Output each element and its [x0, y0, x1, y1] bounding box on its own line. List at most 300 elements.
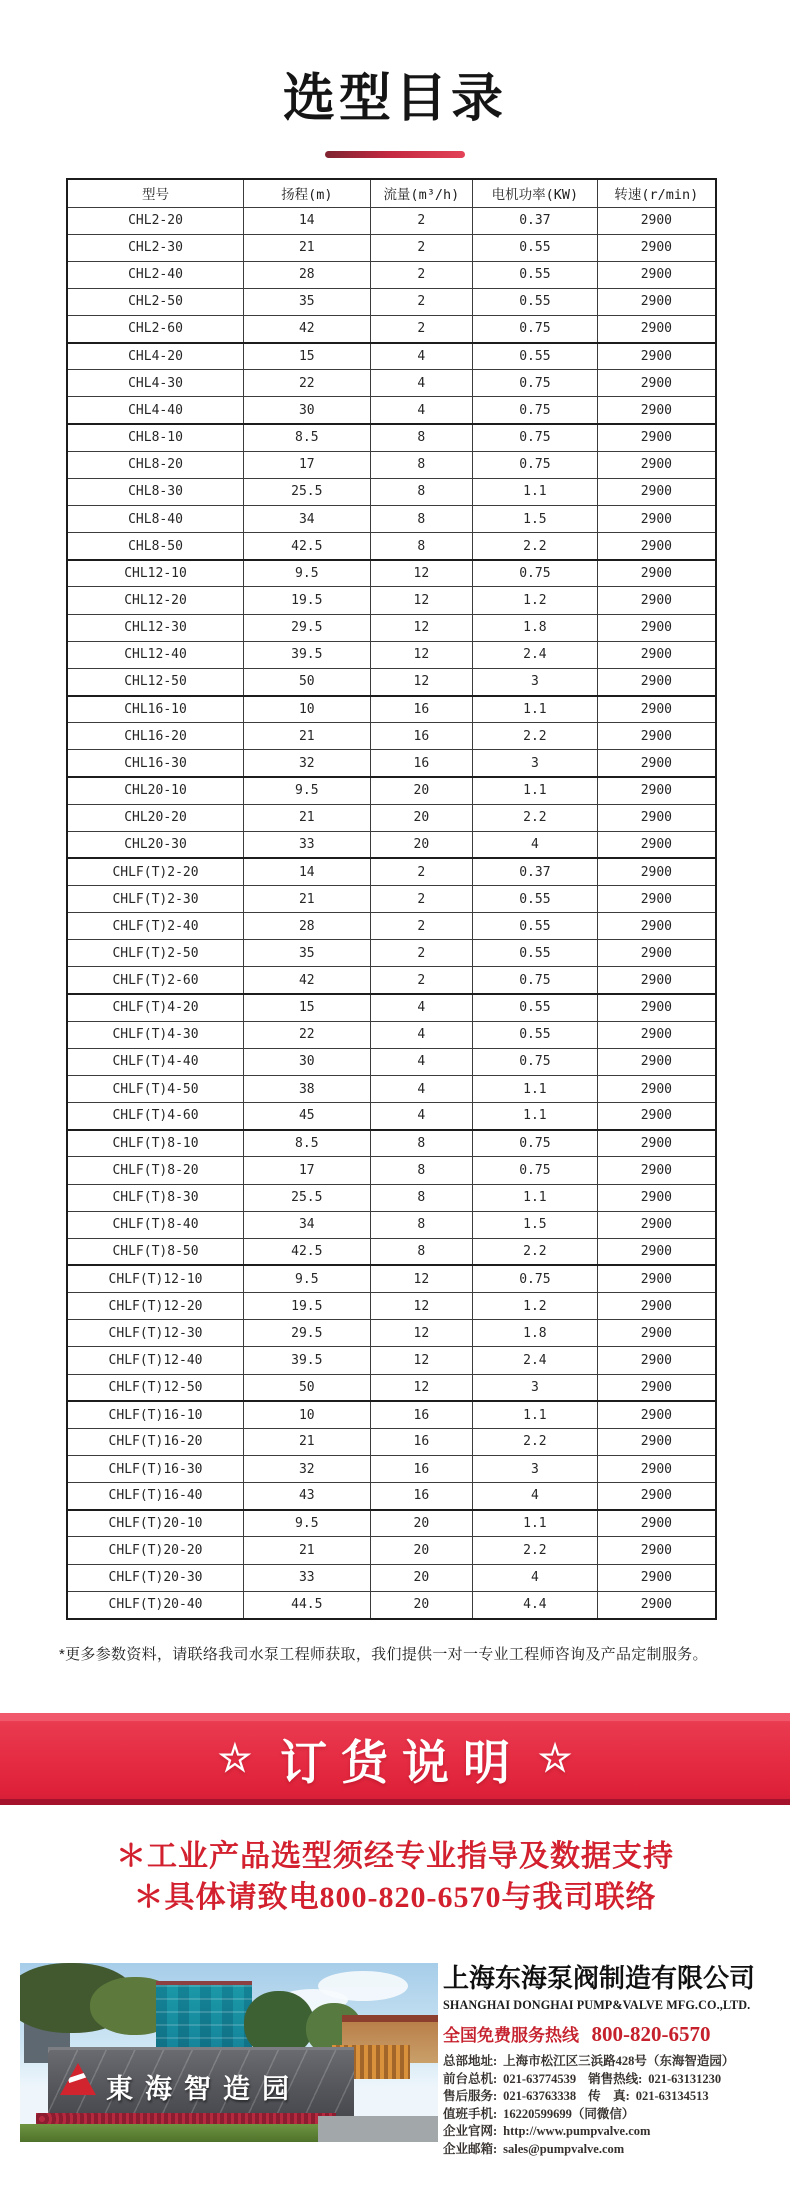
- photo-road: [318, 2116, 438, 2142]
- head-cell: 21: [244, 723, 371, 750]
- speed-cell: 2900: [597, 750, 716, 777]
- power-cell: 0.75: [473, 1048, 598, 1075]
- speed-cell: 2900: [597, 777, 716, 804]
- flow-cell: 4: [370, 1076, 473, 1103]
- speed-cell: 2900: [597, 478, 716, 505]
- power-cell: 0.75: [473, 370, 598, 397]
- model-cell: CHL8-40: [67, 506, 244, 533]
- banner-bottom-lip: [0, 1799, 790, 1805]
- head-cell: 9.5: [244, 1510, 371, 1537]
- table-row: [67, 967, 716, 994]
- speed-cell: 2900: [597, 343, 716, 370]
- power-cell: 1.1: [473, 696, 598, 723]
- order-banner: [0, 1713, 790, 1805]
- table-row: [67, 831, 716, 858]
- table-row: [67, 1374, 716, 1401]
- table-row: [67, 723, 716, 750]
- model-cell: CHLF(T)8-40: [67, 1211, 244, 1238]
- table-row: [67, 1076, 716, 1103]
- model-cell: CHLF(T)20-10: [67, 1510, 244, 1537]
- table-row: [67, 641, 716, 668]
- flow-cell: 12: [370, 668, 473, 695]
- flow-cell: 16: [370, 1455, 473, 1482]
- power-cell: 3: [473, 668, 598, 695]
- power-cell: 0.55: [473, 343, 598, 370]
- head-cell: 45: [244, 1103, 371, 1130]
- company-info-block: [443, 1958, 777, 2159]
- head-cell: 22: [244, 1021, 371, 1048]
- head-cell: 30: [244, 1048, 371, 1075]
- model-cell: CHL8-10: [67, 424, 244, 451]
- flow-cell: 8: [370, 1211, 473, 1238]
- model-cell: CHL12-20: [67, 587, 244, 614]
- model-cell: CHLF(T)2-60: [67, 967, 244, 994]
- table-row: [67, 886, 716, 913]
- info-label: 售后服务:: [443, 2089, 498, 2104]
- speed-cell: 2900: [597, 370, 716, 397]
- spec-table-header-row: [67, 179, 716, 207]
- speed-cell: 2900: [597, 1320, 716, 1347]
- model-cell: CHL8-30: [67, 478, 244, 505]
- model-cell: CHL12-40: [67, 641, 244, 668]
- flow-cell: 12: [370, 641, 473, 668]
- model-cell: CHLF(T)20-20: [67, 1537, 244, 1564]
- head-cell: 14: [244, 207, 371, 234]
- speed-cell: 2900: [597, 1591, 716, 1619]
- head-cell: 21: [244, 804, 371, 831]
- head-cell: 10: [244, 696, 371, 723]
- head-cell: 30: [244, 397, 371, 424]
- table-row: [67, 560, 716, 587]
- model-cell: CHLF(T)16-20: [67, 1428, 244, 1455]
- model-cell: CHLF(T)2-20: [67, 858, 244, 885]
- power-cell: 2.2: [473, 723, 598, 750]
- head-cell: 29.5: [244, 614, 371, 641]
- speed-cell: 2900: [597, 858, 716, 885]
- power-cell: 0.55: [473, 994, 598, 1021]
- flow-cell: 4: [370, 343, 473, 370]
- power-cell: 3: [473, 1374, 598, 1401]
- power-cell: 1.2: [473, 587, 598, 614]
- speed-cell: 2900: [597, 967, 716, 994]
- speed-cell: 2900: [597, 506, 716, 533]
- table-row: [67, 1103, 716, 1130]
- info-value: 16220599699（同微信）: [503, 2106, 635, 2121]
- model-cell: CHLF(T)4-30: [67, 1021, 244, 1048]
- speed-cell: 2900: [597, 1374, 716, 1401]
- speed-cell: 2900: [597, 994, 716, 1021]
- table-row: [67, 858, 716, 885]
- speed-cell: 2900: [597, 234, 716, 261]
- power-cell: 1.5: [473, 1211, 598, 1238]
- head-cell: 43: [244, 1483, 371, 1510]
- power-cell: 4: [473, 831, 598, 858]
- model-cell: CHL2-50: [67, 288, 244, 315]
- power-cell: 1.8: [473, 614, 598, 641]
- header-cell: 电机功率(KW): [473, 179, 598, 207]
- model-cell: CHLF(T)16-30: [67, 1455, 244, 1482]
- page-title: 选型目录: [282, 70, 507, 128]
- star-icon: ☆: [538, 1738, 573, 1780]
- flow-cell: 20: [370, 831, 473, 858]
- power-cell: 0.75: [473, 1265, 598, 1292]
- power-cell: 2.2: [473, 1537, 598, 1564]
- head-cell: 42.5: [244, 1238, 371, 1265]
- speed-cell: 2900: [597, 1293, 716, 1320]
- power-cell: 1.1: [473, 777, 598, 804]
- flow-cell: 2: [370, 316, 473, 343]
- flow-cell: 4: [370, 994, 473, 1021]
- flow-cell: 16: [370, 1428, 473, 1455]
- power-cell: 0.55: [473, 913, 598, 940]
- speed-cell: 2900: [597, 804, 716, 831]
- info-label: 销售热线:: [588, 2071, 643, 2086]
- power-cell: 0.75: [473, 397, 598, 424]
- power-cell: 0.55: [473, 288, 598, 315]
- table-row: [67, 451, 716, 478]
- power-cell: 1.2: [473, 1293, 598, 1320]
- company-info-list: [443, 2053, 777, 2159]
- speed-cell: 2900: [597, 397, 716, 424]
- flow-cell: 20: [370, 1537, 473, 1564]
- head-cell: 28: [244, 913, 371, 940]
- table-row: [67, 261, 716, 288]
- power-cell: 0.75: [473, 1157, 598, 1184]
- head-cell: 33: [244, 1564, 371, 1591]
- head-cell: 21: [244, 1428, 371, 1455]
- table-row: [67, 1157, 716, 1184]
- flow-cell: 2: [370, 261, 473, 288]
- flow-cell: 8: [370, 1238, 473, 1265]
- speed-cell: 2900: [597, 1211, 716, 1238]
- model-cell: CHL20-10: [67, 777, 244, 804]
- table-row: [67, 940, 716, 967]
- table-row: [67, 1130, 716, 1157]
- power-cell: 2.2: [473, 533, 598, 560]
- flow-cell: 2: [370, 858, 473, 885]
- head-cell: 39.5: [244, 1347, 371, 1374]
- speed-cell: 2900: [597, 1510, 716, 1537]
- head-cell: 25.5: [244, 478, 371, 505]
- speed-cell: 2900: [597, 641, 716, 668]
- table-row: [67, 1293, 716, 1320]
- head-cell: 33: [244, 831, 371, 858]
- flow-cell: 4: [370, 397, 473, 424]
- hotline-number: 800-820-6570: [591, 2022, 711, 2046]
- flow-cell: 2: [370, 234, 473, 261]
- head-cell: 19.5: [244, 1293, 371, 1320]
- info-label: 值班手机:: [443, 2106, 498, 2121]
- model-cell: CHLF(T)8-10: [67, 1130, 244, 1157]
- star-icon: ☆: [217, 1738, 252, 1780]
- power-cell: 1.1: [473, 478, 598, 505]
- order-note-line: ＊具体请致电800-820-6570与我司联络: [133, 1881, 657, 1914]
- model-cell: CHL12-50: [67, 668, 244, 695]
- flow-cell: 4: [370, 370, 473, 397]
- power-cell: 0.75: [473, 1130, 598, 1157]
- power-cell: 0.37: [473, 207, 598, 234]
- table-row: [67, 1265, 716, 1292]
- title-underline: [325, 151, 465, 158]
- table-row: [67, 1347, 716, 1374]
- table-row: [67, 533, 716, 560]
- speed-cell: 2900: [597, 940, 716, 967]
- flow-cell: 2: [370, 886, 473, 913]
- model-cell: CHLF(T)12-10: [67, 1265, 244, 1292]
- info-value: 021-63774539: [503, 2071, 577, 2086]
- head-cell: 42.5: [244, 533, 371, 560]
- speed-cell: 2900: [597, 1048, 716, 1075]
- head-cell: 10: [244, 1401, 371, 1428]
- flow-cell: 8: [370, 1184, 473, 1211]
- head-cell: 32: [244, 1455, 371, 1482]
- model-cell: CHLF(T)4-50: [67, 1076, 244, 1103]
- table-row: [67, 316, 716, 343]
- model-cell: CHLF(T)16-10: [67, 1401, 244, 1428]
- head-cell: 8.5: [244, 1130, 371, 1157]
- flow-cell: 8: [370, 478, 473, 505]
- order-note-line: ＊工业产品选型须经专业指导及数据支持: [116, 1840, 674, 1873]
- power-cell: 3: [473, 1455, 598, 1482]
- speed-cell: 2900: [597, 1076, 716, 1103]
- spec-table-body: [67, 207, 716, 1619]
- flow-cell: 8: [370, 424, 473, 451]
- speed-cell: 2900: [597, 1265, 716, 1292]
- head-cell: 50: [244, 1374, 371, 1401]
- flow-cell: 12: [370, 1320, 473, 1347]
- table-row: [67, 288, 716, 315]
- company-info-line: [443, 2141, 777, 2159]
- table-row: [67, 587, 716, 614]
- head-cell: 28: [244, 261, 371, 288]
- model-cell: CHLF(T)12-30: [67, 1320, 244, 1347]
- info-label: 企业邮箱:: [443, 2141, 498, 2156]
- speed-cell: 2900: [597, 424, 716, 451]
- speed-cell: 2900: [597, 1157, 716, 1184]
- info-value: http://www.pumpvalve.com: [503, 2124, 651, 2139]
- speed-cell: 2900: [597, 1021, 716, 1048]
- table-row: [67, 397, 716, 424]
- head-cell: 21: [244, 886, 371, 913]
- power-cell: 0.37: [473, 858, 598, 885]
- model-cell: CHL4-30: [67, 370, 244, 397]
- company-info-line: [443, 2071, 777, 2089]
- speed-cell: 2900: [597, 831, 716, 858]
- head-cell: 44.5: [244, 1591, 371, 1619]
- info-value: sales@pumpvalve.com: [503, 2141, 625, 2156]
- head-cell: 22: [244, 370, 371, 397]
- power-cell: 4: [473, 1483, 598, 1510]
- power-cell: 2.2: [473, 1428, 598, 1455]
- table-row: [67, 1591, 716, 1619]
- table-row: [67, 994, 716, 1021]
- footnote: *更多参数资料，请联络我司水泵工程师获取，我们提供一对一专业工程师咨询及产品定制服务。: [59, 1646, 708, 1663]
- model-cell: CHLF(T)8-50: [67, 1238, 244, 1265]
- model-cell: CHLF(T)20-30: [67, 1564, 244, 1591]
- power-cell: 1.8: [473, 1320, 598, 1347]
- flow-cell: 4: [370, 1048, 473, 1075]
- power-cell: 2.4: [473, 641, 598, 668]
- table-row: [67, 1184, 716, 1211]
- info-label: 企业官网:: [443, 2124, 498, 2139]
- company-info-line: [443, 2088, 777, 2106]
- model-cell: CHLF(T)4-40: [67, 1048, 244, 1075]
- service-hotline: [443, 2021, 777, 2047]
- flow-cell: 20: [370, 804, 473, 831]
- header-cell: 型号: [67, 179, 244, 207]
- model-cell: CHL2-20: [67, 207, 244, 234]
- power-cell: 2.4: [473, 1347, 598, 1374]
- flow-cell: 8: [370, 506, 473, 533]
- speed-cell: 2900: [597, 723, 716, 750]
- power-cell: 0.75: [473, 560, 598, 587]
- speed-cell: 2900: [597, 261, 716, 288]
- table-row: [67, 1021, 716, 1048]
- model-cell: CHLF(T)20-40: [67, 1591, 244, 1619]
- spec-table: [66, 178, 717, 1620]
- head-cell: 15: [244, 994, 371, 1021]
- table-row: [67, 668, 716, 695]
- info-value: 021-63131230: [648, 2071, 722, 2086]
- head-cell: 35: [244, 288, 371, 315]
- table-row: [67, 1564, 716, 1591]
- speed-cell: 2900: [597, 886, 716, 913]
- photo-wall-sign: 東海智造园: [106, 2074, 301, 2104]
- model-cell: CHL20-30: [67, 831, 244, 858]
- speed-cell: 2900: [597, 1537, 716, 1564]
- model-cell: CHLF(T)12-50: [67, 1374, 244, 1401]
- flow-cell: 12: [370, 587, 473, 614]
- flow-cell: 8: [370, 533, 473, 560]
- model-cell: CHL16-10: [67, 696, 244, 723]
- model-cell: CHL8-50: [67, 533, 244, 560]
- table-row: [67, 1455, 716, 1482]
- flow-cell: 16: [370, 750, 473, 777]
- power-cell: 2.2: [473, 1238, 598, 1265]
- model-cell: CHL2-60: [67, 316, 244, 343]
- head-cell: 14: [244, 858, 371, 885]
- flow-cell: 4: [370, 1103, 473, 1130]
- head-cell: 8.5: [244, 424, 371, 451]
- flow-cell: 8: [370, 1157, 473, 1184]
- head-cell: 17: [244, 451, 371, 478]
- company-name-cn: 上海东海泵阀制造有限公司: [443, 1963, 756, 1993]
- model-cell: CHLF(T)2-30: [67, 886, 244, 913]
- table-row: [67, 750, 716, 777]
- speed-cell: 2900: [597, 1238, 716, 1265]
- table-row: [67, 343, 716, 370]
- model-cell: CHLF(T)2-40: [67, 913, 244, 940]
- model-cell: CHL8-20: [67, 451, 244, 478]
- power-cell: 1.1: [473, 1510, 598, 1537]
- info-value: 021-63134513: [635, 2089, 709, 2104]
- head-cell: 25.5: [244, 1184, 371, 1211]
- flow-cell: 20: [370, 1510, 473, 1537]
- head-cell: 42: [244, 316, 371, 343]
- power-cell: 0.75: [473, 316, 598, 343]
- head-cell: 50: [244, 668, 371, 695]
- head-cell: 32: [244, 750, 371, 777]
- company-info-line: [443, 2123, 777, 2141]
- info-label: 前台总机:: [443, 2071, 498, 2086]
- power-cell: 0.55: [473, 261, 598, 288]
- flow-cell: 16: [370, 723, 473, 750]
- banner-inner: [0, 1713, 790, 1805]
- flow-cell: 16: [370, 1401, 473, 1428]
- info-value: 021-63763338: [503, 2089, 577, 2104]
- head-cell: 29.5: [244, 1320, 371, 1347]
- table-row: [67, 614, 716, 641]
- flow-cell: 12: [370, 614, 473, 641]
- model-cell: CHL4-20: [67, 343, 244, 370]
- power-cell: 1.1: [473, 1076, 598, 1103]
- model-cell: CHL12-10: [67, 560, 244, 587]
- model-cell: CHLF(T)16-40: [67, 1483, 244, 1510]
- model-cell: CHL12-30: [67, 614, 244, 641]
- flow-cell: 4: [370, 1021, 473, 1048]
- flow-cell: 2: [370, 207, 473, 234]
- table-row: [67, 1238, 716, 1265]
- speed-cell: 2900: [597, 1103, 716, 1130]
- table-row: [67, 370, 716, 397]
- model-cell: CHL16-30: [67, 750, 244, 777]
- company-info-line: [443, 2053, 777, 2071]
- speed-cell: 2900: [597, 696, 716, 723]
- table-row: [67, 424, 716, 451]
- power-cell: 0.55: [473, 940, 598, 967]
- power-cell: 1.1: [473, 1184, 598, 1211]
- header-cell: 转速(r/min): [597, 179, 716, 207]
- head-cell: 34: [244, 506, 371, 533]
- power-cell: 0.75: [473, 967, 598, 994]
- power-cell: 0.75: [473, 424, 598, 451]
- table-row: [67, 1320, 716, 1347]
- model-cell: CHL20-20: [67, 804, 244, 831]
- flow-cell: 16: [370, 1483, 473, 1510]
- speed-cell: 2900: [597, 614, 716, 641]
- power-cell: 3: [473, 750, 598, 777]
- power-cell: 1.5: [473, 506, 598, 533]
- table-row: [67, 478, 716, 505]
- flow-cell: 20: [370, 1591, 473, 1619]
- speed-cell: 2900: [597, 1483, 716, 1510]
- power-cell: 0.75: [473, 451, 598, 478]
- table-row: [67, 1510, 716, 1537]
- table-row: [67, 913, 716, 940]
- flow-cell: 2: [370, 940, 473, 967]
- power-cell: 1.1: [473, 1103, 598, 1130]
- info-label: 总部地址:: [443, 2054, 498, 2068]
- head-cell: 19.5: [244, 587, 371, 614]
- model-cell: CHL16-20: [67, 723, 244, 750]
- speed-cell: 2900: [597, 1184, 716, 1211]
- table-row: [67, 1428, 716, 1455]
- head-cell: 9.5: [244, 777, 371, 804]
- speed-cell: 2900: [597, 1564, 716, 1591]
- speed-cell: 2900: [597, 316, 716, 343]
- company-name-en: SHANGHAI DONGHAI PUMP&VALVE MFG.CO.,LTD.: [443, 1998, 751, 2012]
- table-row: [67, 696, 716, 723]
- speed-cell: 2900: [597, 668, 716, 695]
- model-cell: CHLF(T)2-50: [67, 940, 244, 967]
- model-cell: CHLF(T)12-40: [67, 1347, 244, 1374]
- speed-cell: 2900: [597, 207, 716, 234]
- table-row: [67, 207, 716, 234]
- flow-cell: 2: [370, 913, 473, 940]
- head-cell: 15: [244, 343, 371, 370]
- flow-cell: 20: [370, 1564, 473, 1591]
- speed-cell: 2900: [597, 288, 716, 315]
